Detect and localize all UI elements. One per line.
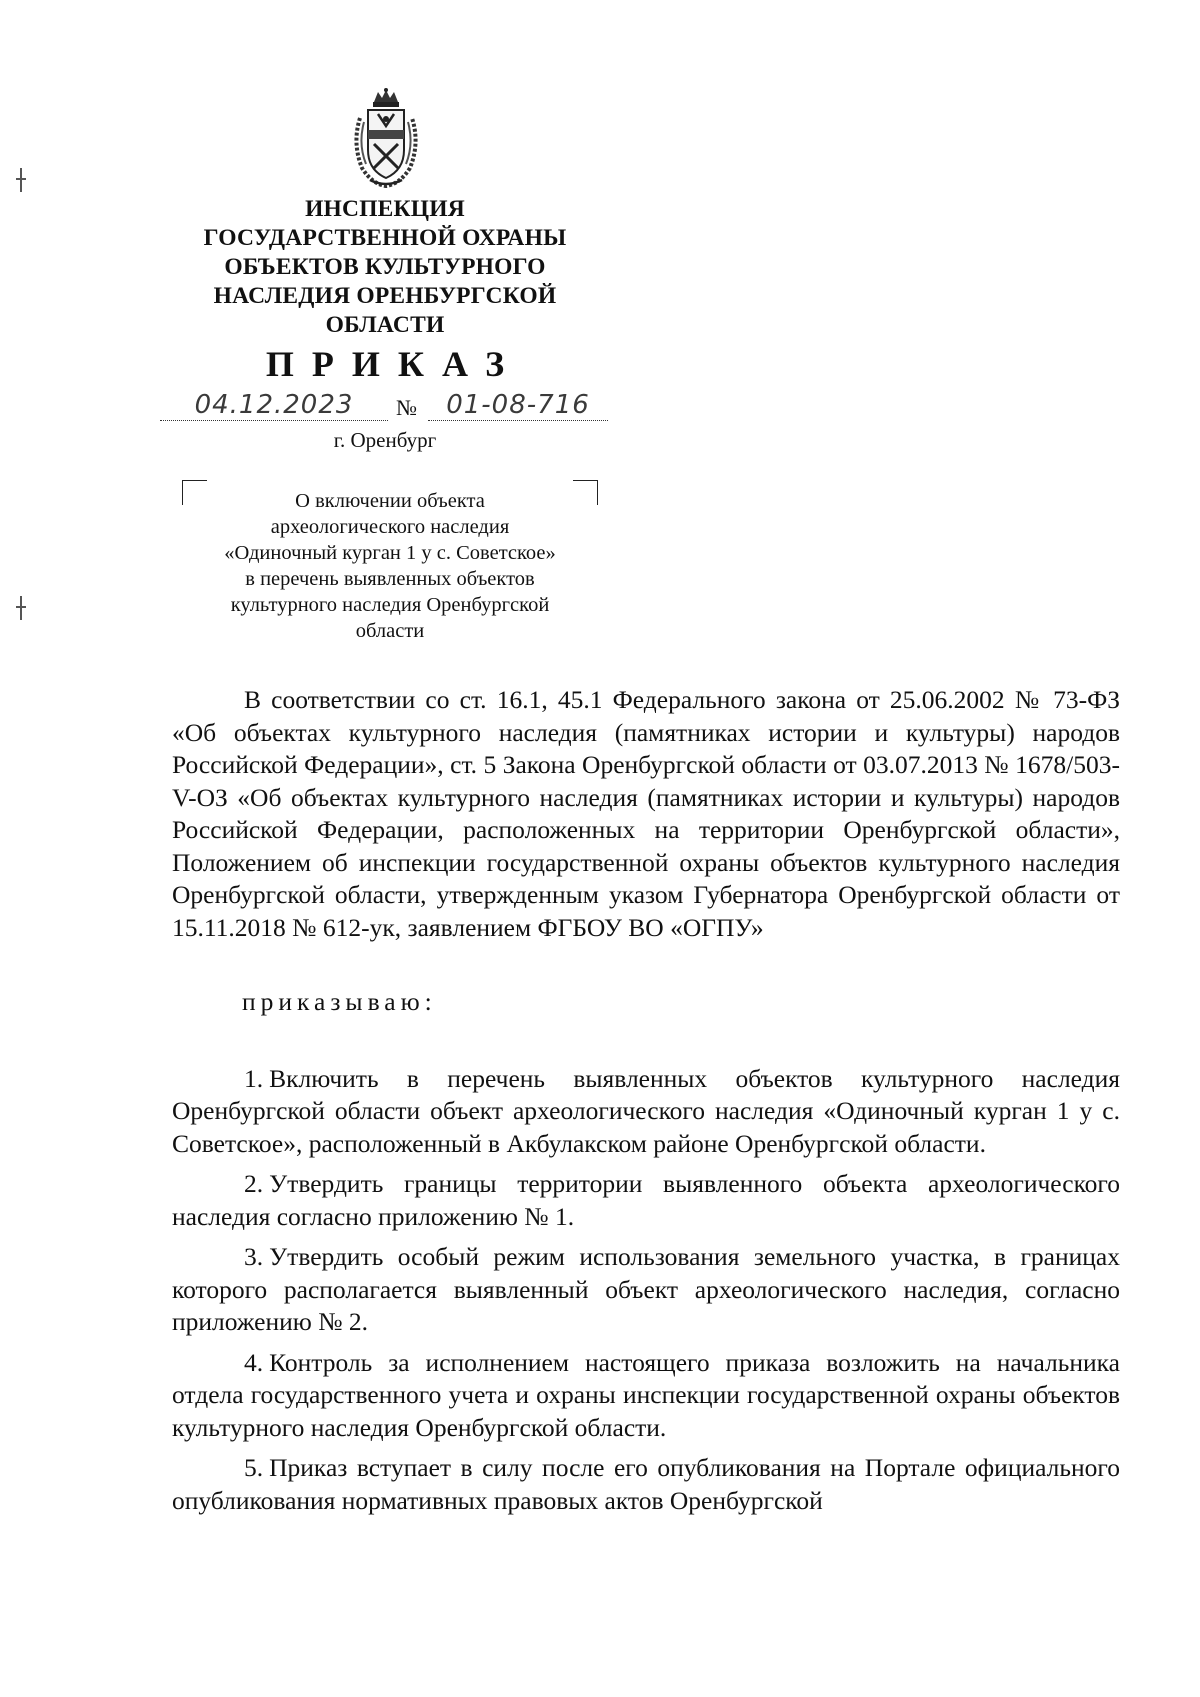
scan-margin-mark	[20, 596, 22, 620]
order-subject	[180, 478, 600, 648]
order-number: 01-08-716	[446, 390, 590, 420]
number-sign: №	[396, 395, 417, 420]
order-item	[172, 1452, 1120, 1517]
organization-name	[170, 195, 600, 340]
order-city: г. Оренбург	[333, 428, 437, 452]
scan-margin-mark	[20, 168, 22, 192]
preamble-paragraph: В соответствии со ст. 16.1, 45.1 Федерального закона от 25.06.2002 № 73-ФЗ «Об объектах культурного наследия (памятниках истории и культуры) народов Российской Федерации», ст. 5 Закона Оренбургской области от 03.07.2013 № 1678/503-V-ОЗ «Об объектах культурного наследия (памятниках истории и культуры) народов Российской Федерации, расположенных на территории Оренбургской области», Положением об инспекции государственной охраны объектов культурного наследия Оренбургской области, утвержденным указом Губернатора Оренбургской области от 15.11.2018 № 612-ук, заявлением ФГБОУ ВО «ОГПУ»	[172, 685, 1120, 942]
item-number: 3.	[244, 1242, 264, 1271]
item-number: 1.	[244, 1063, 264, 1093]
coat-of-arms-emblem	[346, 88, 426, 188]
subject-line: в перечень выявленных объектов	[245, 568, 535, 590]
item-number: 2.	[244, 1169, 264, 1198]
date-underline	[160, 420, 388, 421]
order-date-number	[160, 390, 610, 426]
subject-line: О включении объекта	[295, 490, 485, 512]
order-item	[172, 1347, 1120, 1445]
item-text: Приказ вступает в силу после его опубликования на Портале официального опубликования нормативных правовых актов Оренбургской	[172, 1453, 1120, 1515]
item-text: Включить в перечень выявленных объектов культурного наследия Оренбургской области объект археологического наследия «Одиночный курган 1 у с. Советское», расположенный в Акбулакском районе Оренбургской области.	[172, 1063, 1120, 1158]
org-name-line: ГОСУДАРСТВЕННОЙ ОХРАНЫ	[203, 225, 567, 251]
order-item	[172, 1063, 1120, 1161]
org-name-line: НАСЛЕДИЯ ОРЕНБУРГСКОЙ	[213, 283, 557, 309]
number-underline	[428, 420, 608, 421]
org-name-line: ОБЛАСТИ	[325, 312, 445, 338]
subject-line: культурного наследия Оренбургской	[230, 594, 550, 616]
subject-line: «Одиночный курган 1 у с. Советское»	[224, 542, 556, 564]
order-item	[172, 1168, 1120, 1233]
subject-text	[180, 488, 600, 644]
decree-word: приказываю:	[242, 987, 437, 1016]
order-date: 04.12.2023	[194, 390, 354, 420]
item-text: Контроль за исполнением настоящего приказа возложить на начальника отдела государственного учета и охраны инспекции государственной охраны объектов культурного наследия Оренбургской области.	[172, 1347, 1120, 1442]
org-name-line: ИНСПЕКЦИЯ	[305, 196, 465, 222]
order-body	[172, 684, 1120, 1525]
item-number: 4.	[244, 1347, 264, 1377]
document-type-title: ПРИКАЗ	[265, 344, 523, 384]
item-text: Утвердить границы территории выявленного объекта археологического наследия согласно приложению № 1.	[172, 1169, 1120, 1231]
item-number: 5.	[244, 1453, 264, 1482]
subject-line: археологического наследия	[270, 516, 510, 538]
item-text: Утвердить особый режим использования земельного участка, в границах которого располагается выявленный объект археологического наследия, согласно приложению № 2.	[172, 1242, 1120, 1336]
org-name-line: ОБЪЕКТОВ КУЛЬТУРНОГО	[224, 254, 546, 280]
order-item	[172, 1241, 1120, 1339]
subject-line: области	[355, 620, 425, 642]
